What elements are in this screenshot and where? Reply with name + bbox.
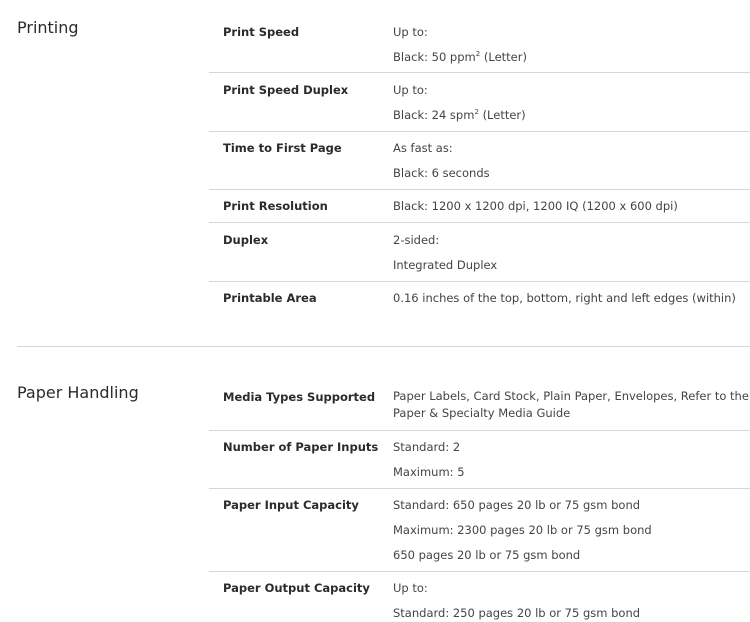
spec-value-number-of-inputs-line2: Maximum: 5: [393, 465, 465, 479]
spec-value-number-of-inputs-line1: Standard: 2: [393, 440, 461, 454]
row-divider: [209, 131, 750, 132]
spec-value-time-to-first-page-line2: Black: 6 seconds: [393, 166, 490, 180]
spec-label-output-capacity: Paper Output Capacity: [223, 581, 370, 595]
spec-value-print-resolution: Black: 1200 x 1200 dpi, 1200 IQ (1200 x 600 dpi): [393, 199, 678, 213]
spec-value-print-speed-duplex-line1: Up to:: [393, 83, 428, 97]
spec-value-input-capacity-line1: Standard: 650 pages 20 lb or 75 gsm bond: [393, 498, 641, 512]
spec-value-input-capacity-line3: 650 pages 20 lb or 75 gsm bond: [393, 548, 581, 562]
spec-label-input-capacity: Paper Input Capacity: [223, 498, 359, 512]
spec-value-output-capacity-line2: Standard: 250 pages 20 lb or 75 gsm bond: [393, 606, 641, 620]
spec-value-output-capacity-line1: Up to:: [393, 581, 428, 595]
row-divider: [209, 281, 750, 282]
spec-value-duplex-line1: 2-sided:: [393, 233, 440, 247]
spec-value-time-to-first-page-line1: As fast as:: [393, 141, 453, 155]
spec-label-print-resolution: Print Resolution: [223, 199, 328, 213]
spec-label-duplex: Duplex: [223, 233, 269, 247]
spec-value-media-types: Paper Labels, Card Stock, Plain Paper, Envelopes, Refer to the Paper & Specialty Media Guide: [393, 389, 749, 420]
spec-label-media-types: Media Types Supported: [223, 390, 376, 404]
spec-value-print-speed-duplex-line2: [393, 108, 526, 122]
spec-value-duplex-line2: Integrated Duplex: [393, 258, 498, 272]
spec-label-printable-area: Printable Area: [223, 291, 317, 305]
section-divider: [17, 346, 750, 347]
spec-value-print-speed-duplex-text: Black: 24 spm: [393, 108, 475, 122]
footnote-marker: 2: [474, 108, 479, 116]
spec-label-time-to-first-page: Time to First Page: [223, 141, 342, 155]
spec-value-input-capacity-line2: Maximum: 2300 pages 20 lb or 75 gsm bond: [393, 523, 652, 537]
section-title-paper-handling: Paper Handling: [17, 383, 139, 402]
spec-value-print-speed-duplex-paper: (Letter): [482, 108, 526, 122]
row-divider: [209, 222, 750, 223]
row-divider: [209, 189, 750, 190]
spec-value-print-speed-line1: Up to:: [393, 25, 428, 39]
section-title-printing: Printing: [17, 18, 79, 37]
spec-label-print-speed-duplex: Print Speed Duplex: [223, 83, 349, 97]
row-divider: [209, 571, 750, 572]
row-divider: [209, 72, 750, 73]
spec-value-print-speed-text: Black: 50 ppm: [393, 50, 476, 64]
spec-value-print-speed-line2: [393, 50, 527, 64]
spec-value-printable-area: 0.16 inches of the top, bottom, right and left edges (within): [393, 291, 736, 305]
footnote-marker: 2: [475, 50, 481, 58]
row-divider: [209, 488, 750, 489]
spec-label-number-of-inputs: Number of Paper Inputs: [223, 440, 379, 454]
spec-label-print-speed: Print Speed: [223, 25, 300, 39]
spec-value-print-speed-paper: (Letter): [483, 50, 527, 64]
row-divider: [209, 430, 750, 431]
